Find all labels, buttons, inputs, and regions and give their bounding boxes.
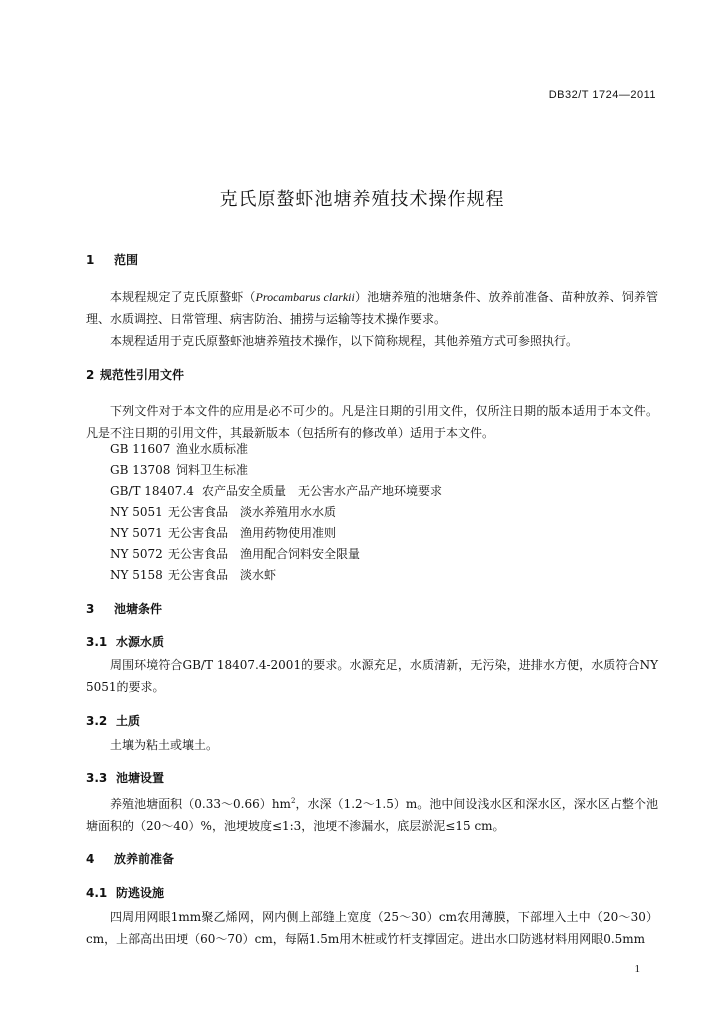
standard-code: DB32/T 1724—2011 — [548, 89, 656, 101]
reference-name: 饲料卫生标准 — [176, 463, 249, 477]
reference-name: 无公害食品 淡水养殖用水水质 — [168, 505, 337, 519]
section-1-heading — [86, 251, 658, 268]
section-4-1-body — [86, 906, 658, 950]
section-2-heading — [86, 366, 658, 383]
reference-code: GB/T 18407.4 — [110, 484, 194, 498]
page-number: 1 — [634, 963, 640, 975]
section-3-2-body — [86, 734, 658, 756]
section-number: 2 — [86, 368, 95, 382]
reference-item — [110, 566, 276, 583]
reference-code: NY 5072 — [110, 547, 163, 561]
reference-item — [110, 545, 360, 562]
text-run: ，水深（1.2～1.5）m。池中间设浅水区和深水区，深水区占整个池塘面积的（20～40）%，池埂坡度≤1:3，池埂不渗漏水，底层淤泥≤15 cm。 — [86, 797, 658, 833]
document-title: 克氏原螯虾池塘养殖技术操作规程 — [219, 189, 505, 210]
superscript: 2 — [290, 797, 296, 805]
reference-code: NY 5158 — [110, 568, 163, 582]
section-title: 土质 — [116, 714, 141, 728]
section-title: 池塘条件 — [114, 602, 163, 616]
reference-item — [110, 440, 248, 457]
section-3-1-body — [86, 654, 658, 698]
section-number: 3 — [86, 602, 95, 616]
section-number: 1 — [86, 253, 95, 267]
text-run: 本规程规定了克氏原螯虾（ — [110, 290, 256, 304]
paragraph: 下列文件对于本文件的应用是必不可少的。凡是注日期的引用文件，仅所注日期的版本适用于本文件。凡是不注日期的引用文件，其最新版本（包括所有的修改单）适用于本文件。 — [86, 404, 658, 440]
section-title: 水源水质 — [116, 635, 165, 649]
text-run: 养殖池塘面积（0.33～0.66）hm — [110, 797, 291, 811]
paragraph: 周围环境符合GB/T 18407.4-2001的要求。水源充足，水质清新，无污染，进排水方便，水质符合NY 5051的要求。 — [86, 658, 658, 694]
reference-item — [110, 503, 336, 520]
reference-code: NY 5051 — [110, 505, 163, 519]
section-title: 规范性引用文件 — [100, 368, 185, 382]
section-3-heading — [86, 600, 658, 617]
section-1-body — [86, 286, 658, 352]
section-number: 3.3 — [86, 771, 108, 785]
paragraph — [86, 790, 658, 837]
section-title: 范围 — [114, 253, 139, 267]
reference-item — [110, 524, 336, 541]
reference-name: 无公害食品 淡水虾 — [168, 568, 277, 582]
section-3-3-body — [86, 790, 658, 837]
section-title: 池塘设置 — [116, 771, 165, 785]
section-2-body — [86, 400, 658, 444]
section-number: 3.2 — [86, 714, 108, 728]
reference-item — [110, 461, 248, 478]
section-number: 3.1 — [86, 635, 108, 649]
section-number: 4 — [86, 852, 95, 866]
section-title: 放养前准备 — [114, 852, 175, 866]
reference-name: 农产品安全质量 无公害水产品产地环境要求 — [202, 484, 443, 498]
section-number: 4.1 — [86, 886, 108, 900]
paragraph: 本规程适用于克氏原螯虾池塘养殖技术操作，以下简称规程，其他养殖方式可参照执行。 — [110, 334, 579, 348]
reference-name: 无公害食品 渔用配合饲料安全限量 — [168, 547, 361, 561]
section-3-3-heading — [86, 769, 658, 786]
reference-item — [110, 482, 442, 499]
text-run: ）池塘养殖的池塘条件、放养前准备、苗种放养、饲养管理、水质调控、日常管理、病害防治、捕捞与运输等技术操作要求。 — [86, 290, 658, 326]
section-title: 防逃设施 — [116, 886, 165, 900]
reference-code: GB 11607 — [110, 442, 171, 456]
section-3-1-heading — [86, 633, 658, 650]
reference-name: 渔业水质标准 — [176, 442, 249, 456]
paragraph: 土壤为粘土或壤土。 — [110, 738, 219, 752]
latin-name: Procambarus clarkii — [255, 290, 355, 304]
paragraph: 四周用网眼1mm聚乙烯网，网内侧上部缝上宽度（25～30）cm农用薄膜，下部埋入土中（20～30）cm，上部高出田埂（60～70）cm，每隔1.5m用木桩或竹杆支撑固定。进出水口防逃材料用网眼0.5mm — [86, 910, 658, 946]
section-4-1-heading — [86, 884, 658, 901]
reference-name: 无公害食品 渔用药物使用准则 — [168, 526, 337, 540]
reference-code: NY 5071 — [110, 526, 163, 540]
reference-code: GB 13708 — [110, 463, 171, 477]
paragraph — [86, 286, 658, 330]
section-4-heading — [86, 850, 658, 867]
section-3-2-heading — [86, 712, 658, 729]
